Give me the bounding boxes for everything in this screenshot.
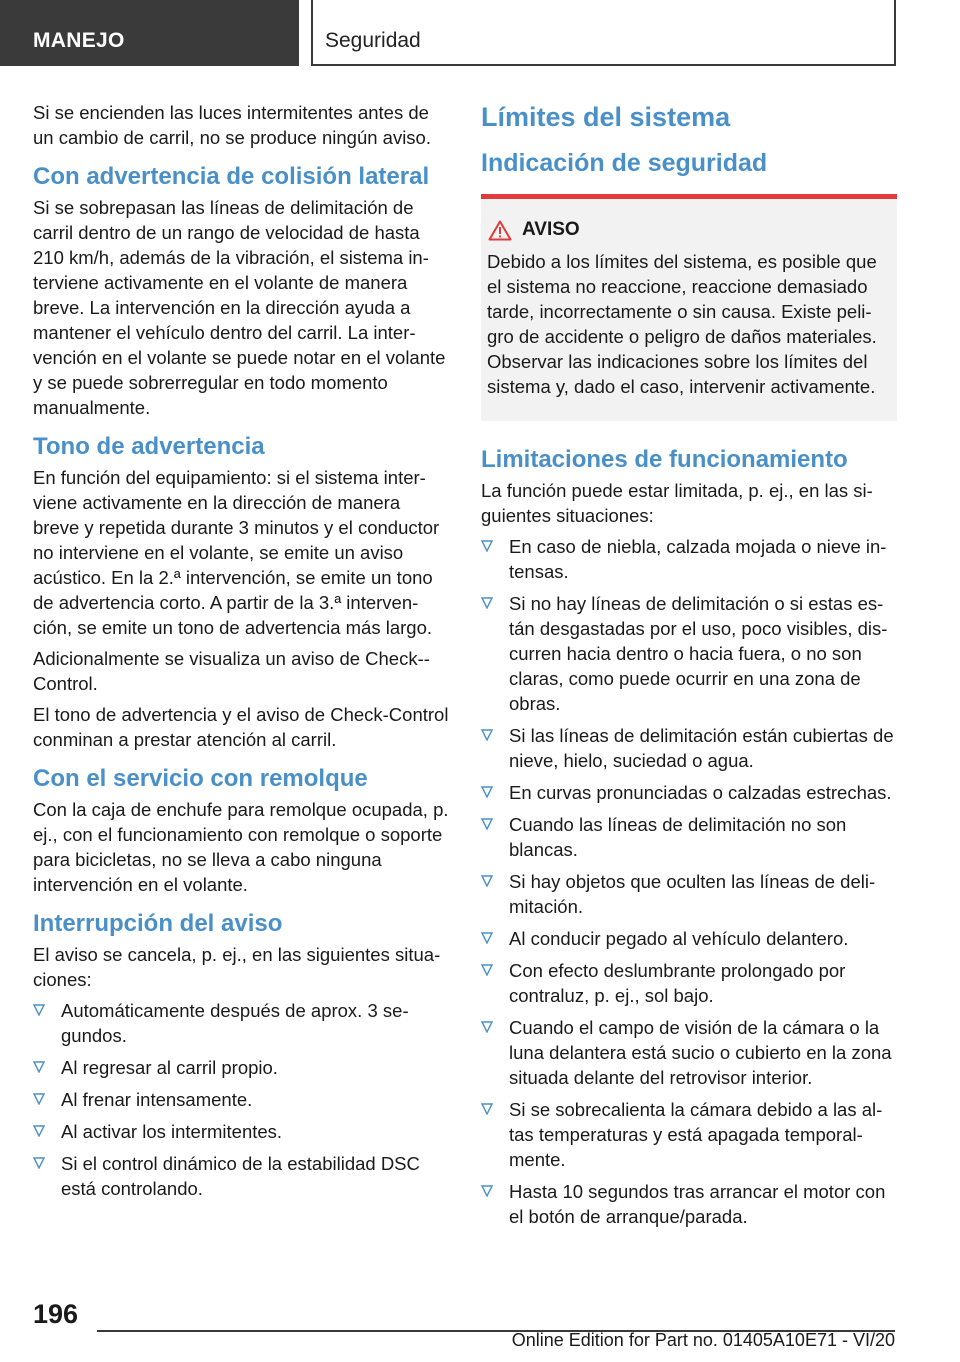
limitations-list [481, 534, 897, 1229]
list-item: Si las líneas de delimitación están cubiertas de nieve, hielo, suciedad o agua. [481, 723, 897, 773]
list-item: Si se sobrecalienta la cámara debido a las altas temperaturas y está apagada temporalmente. [481, 1097, 897, 1172]
header-chapter-tab [311, 0, 896, 66]
interruption-paragraph: El aviso se cancela, p. ej., en las siguientes situaciones: [33, 944, 441, 990]
list-item: Con efecto deslumbrante prolongado por contraluz, p. ej., sol bajo. [481, 958, 897, 1008]
warning-tone-paragraph-3: El tono de advertencia y el aviso de Check-Control conminan a prestar atención al carril. [33, 704, 449, 750]
triangle-bullet-icon [33, 1004, 45, 1016]
list-item: Al activar los intermitentes. [33, 1119, 451, 1144]
list-item: Hasta 10 segundos tras arrancar el motor con el botón de arranque/parada. [481, 1179, 897, 1229]
triangle-bullet-icon [481, 964, 493, 976]
warning-label: AVISO [522, 219, 580, 240]
list-item: Si el control dinámico de la estabilidad DSC está controlando. [33, 1151, 451, 1201]
section-heading-trailer: Con el servicio con remolque [33, 765, 368, 792]
warning-tone-paragraph-1: En función del equipamiento: si el sistema interviene activamente en la dirección de manera breve y repetida durante 3 minutos y el conductor no interviene en el volante, se emite un aviso acústico. En la 2.ª intervención, se emite un tono de advertencia corto. A partir de la 3.ª intervención, se emite un tono de advertencia más largo. [33, 467, 440, 638]
list-item: Cuando las líneas de delimitación no son blancas. [481, 812, 897, 862]
triangle-bullet-icon [33, 1157, 45, 1169]
triangle-bullet-icon [481, 786, 493, 798]
list-item: Si hay objetos que oculten las líneas de delimitación. [481, 869, 897, 919]
intro-paragraph: Si se encienden las luces intermitentes antes de un cambio de carril, no se produce ningún aviso. [33, 102, 431, 148]
header-section-label: MANEJO [33, 29, 125, 52]
list-item: Si no hay líneas de delimitación o si estas están desgastadas por el uso, poco visibles, discurren hacia dentro o hacia fuera, o no son claras, como puede ocurrir en una zona de obras. [481, 591, 897, 716]
right-column [481, 100, 897, 1236]
triangle-bullet-icon [33, 1125, 45, 1137]
list-item: En caso de niebla, calzada mojada o nieve intensas. [481, 534, 897, 584]
warning-text: Debido a los límites del sistema, es posible que el sistema no reaccione, reaccione demasiado tarde, incorrectamente o sin causa. Existe peligro de accidente o peligro de daños materiales. Observar las indicaciones sobre los límites del sistema y, dado el caso, intervenir activamente. [487, 251, 877, 397]
section-heading-warning-tone: Tono de advertencia [33, 433, 265, 460]
warning-box [481, 194, 897, 421]
triangle-bullet-icon [481, 1021, 493, 1033]
triangle-bullet-icon [481, 540, 493, 552]
triangle-bullet-icon [481, 818, 493, 830]
header-chapter-label: Seguridad [325, 29, 421, 52]
warning-triangle-icon [488, 220, 512, 241]
triangle-bullet-icon [481, 1103, 493, 1115]
section-heading-lateral-collision: Con advertencia de colisión lateral [33, 163, 430, 190]
triangle-bullet-icon [33, 1093, 45, 1105]
interruption-list [33, 998, 451, 1201]
trailer-paragraph: Con la caja de enchufe para remolque ocupada, p. ej., con el funcionamiento con remolque o soporte para bicicletas, no se lleva a cabo ninguna intervención en el volante. [33, 799, 449, 895]
list-item: Al frenar intensamente. [33, 1087, 451, 1112]
list-item: Cuando el campo de visión de la cámara o la luna delantera está sucio o cubierto en la zona situada delante del retrovisor interior. [481, 1015, 897, 1090]
footer-edition: Online Edition for Part no. 01405A10E71 - VI/20 [511, 1330, 895, 1350]
list-item: En curvas pronunciadas o calzadas estrechas. [481, 780, 897, 805]
triangle-bullet-icon [481, 875, 493, 887]
list-item: Automáticamente después de aprox. 3 segundos. [33, 998, 451, 1048]
page-number: 196 [33, 1299, 79, 1329]
list-item: Al regresar al carril propio. [33, 1055, 451, 1080]
section-title-system-limits: Límites del sistema [481, 102, 731, 132]
section-subtitle-safety: Indicación de seguridad [481, 149, 768, 177]
list-item: Al conducir pegado al vehículo delantero. [481, 926, 897, 951]
section-heading-limitations: Limitaciones de funcionamiento [481, 446, 848, 473]
triangle-bullet-icon [481, 729, 493, 741]
section-heading-interruption: Interrupción del aviso [33, 910, 283, 937]
warning-tone-paragraph-2: Adicionalmente se visualiza un aviso de Check-Control. [33, 648, 430, 694]
triangle-bullet-icon [481, 597, 493, 609]
lateral-collision-paragraph: Si se sobrepasan las líneas de delimitación de carril dentro de un rango de velocidad de hasta 210 km/h, además de la vibración, el sistema interviene activamente en el volante de manera breve. La intervención en la dirección ayuda a mantener el vehículo dentro del carril. La intervención en el volante se puede notar en el volante y se puede sobrerregular en todo momento manualmente. [33, 197, 446, 418]
triangle-bullet-icon [481, 1185, 493, 1197]
left-column [33, 100, 451, 1208]
triangle-bullet-icon [481, 932, 493, 944]
header-section-tab [0, 0, 299, 66]
warning-title [487, 219, 889, 241]
triangle-bullet-icon [33, 1061, 45, 1073]
limitations-paragraph: La función puede estar limitada, p. ej., en las siguientes situaciones: [481, 480, 873, 526]
